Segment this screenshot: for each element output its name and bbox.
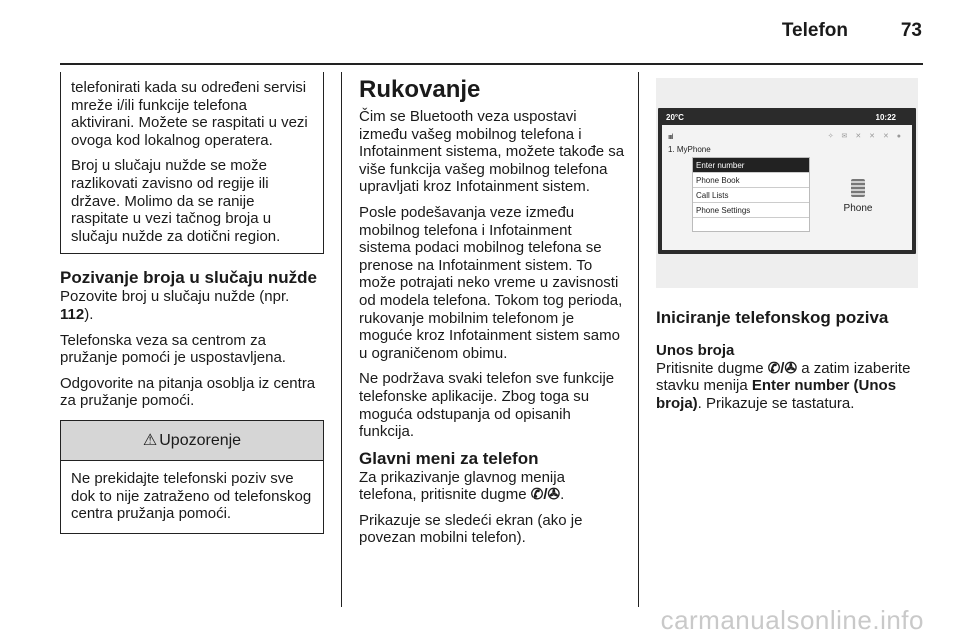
warning-header: [61, 421, 323, 461]
column-2: [359, 76, 625, 547]
note-box: [60, 72, 324, 254]
phone-button-icon: ✆/✇: [767, 359, 798, 377]
paragraph: Čim se Bluetooth veza uspostavi između vašeg mobilnog telefona i Infotainment sistema, možete takođe sa više funkcija vašeg mobilnog telefona upravljati kroz Infotainment sistem.: [359, 108, 625, 196]
screen-frame: [658, 108, 916, 254]
phone-button-icon: ✆/✇: [530, 486, 561, 504]
column-divider: [638, 72, 639, 607]
column-1: [60, 72, 324, 534]
text-run: ).: [84, 305, 94, 323]
watermark: carmanualsonline.info: [660, 605, 924, 635]
device-name: 1. MyPhone: [668, 145, 711, 154]
screen-content: [662, 125, 912, 250]
page-header: [0, 0, 960, 64]
phone-tile[interactable]: [838, 179, 878, 218]
menu-item-phone-book[interactable]: Phone Book: [693, 173, 809, 188]
status-icons: ✧ ✉ ✕ ✕ ✕ ●: [827, 133, 904, 140]
phone-tile-label: Phone: [843, 203, 873, 214]
column-divider: [341, 72, 342, 607]
screen-status-bar: [662, 112, 912, 123]
paragraph: Prikazuje se sledeći ekran (ako je povezan mobilni telefon).: [359, 511, 583, 547]
text-run: a zatim izaberite stavku menija: [656, 359, 911, 395]
text-run: Pritisnite dugme: [656, 359, 768, 377]
column-3: [656, 78, 926, 412]
sub-heading: Unos broja: [656, 342, 735, 359]
section-heading: Iniciranje telefonskog poziva: [656, 308, 889, 327]
paragraph: Telefonska veza sa centrom za pružanje pomoći je uspostavljena.: [60, 331, 286, 367]
page-number: 73: [900, 20, 922, 41]
warning-title: Upozorenje: [159, 431, 242, 449]
text-run: Za prikazivanje glavnog menija telefona, pritisnite dugme: [359, 468, 565, 504]
text-run: Pozovite broj u slučaju nužde (npr.: [60, 288, 290, 306]
paragraph: Ne podržava svaki telefon sve funkcije telefonske aplikacije. Zbog toga su moguća odstupanja od opisanih funkcija.: [359, 370, 615, 441]
phone-menu: [692, 157, 810, 232]
header-title: Telefon: [781, 20, 848, 41]
menu-empty-row: [693, 218, 809, 231]
note-paragraph: Broj u slučaju nužde se može razlikovati zavisno od regije ili države. Molimo da se ranije raspitate u vezi tačnog broja u slučaju nužde za dotični region.: [71, 157, 281, 245]
paragraph: [359, 469, 625, 504]
warning-box: [60, 420, 324, 534]
phone-icon: [851, 179, 865, 197]
menu-item-enter-number[interactable]: Enter number: [693, 158, 809, 173]
warning-text: Ne prekidajte telefonski poziv sve dok to nije zatraženo od telefonskog centra pružanja pomoći.: [71, 469, 312, 523]
note-paragraph: telefonirati kada su određeni servisi mreže i/ili funkcije telefona aktivirani. Možete se raspitati u vezi ovoga kod lokalnog operatera.: [71, 79, 308, 149]
emergency-number: 112: [60, 305, 85, 323]
paragraph: Posle podešavanja veze između mobilnog telefona i Infotainment sistema podaci mobilnog telefona se prenose na Infotainment sistem. To može potrajati neko vreme u zavisnosti od modela telefona. Tokom tog perioda, rukovanje mobilnim telefonom je moguće kroz Infotainment sistem samo u ograničenom obimu.: [359, 203, 623, 362]
paragraph: [656, 360, 926, 413]
signal-strength-icon: ııııl: [668, 134, 673, 141]
infotainment-screenshot: [656, 78, 918, 288]
clock-readout: 10:22: [875, 112, 896, 122]
menu-item-phone-settings[interactable]: Phone Settings: [693, 203, 809, 218]
chapter-title: Rukovanje: [359, 76, 481, 103]
text-run: .: [560, 486, 565, 504]
temperature-readout: 20°C: [666, 112, 684, 122]
section-heading: Glavni meni za telefon: [359, 448, 539, 468]
header-rule: [60, 63, 923, 65]
paragraph: Odgovorite na pitanja osoblja iz centra za pružanje pomoći.: [60, 374, 316, 410]
paragraph: [60, 288, 324, 323]
menu-item-reference: Enter number (Unos broja): [656, 377, 897, 412]
warning-icon: ⚠: [142, 431, 158, 449]
text-run: . Prikazuje se tastatura.: [697, 394, 855, 412]
menu-item-call-lists[interactable]: Call Lists: [693, 188, 809, 203]
section-heading: Pozivanje broja u slučaju nužde: [60, 268, 317, 288]
